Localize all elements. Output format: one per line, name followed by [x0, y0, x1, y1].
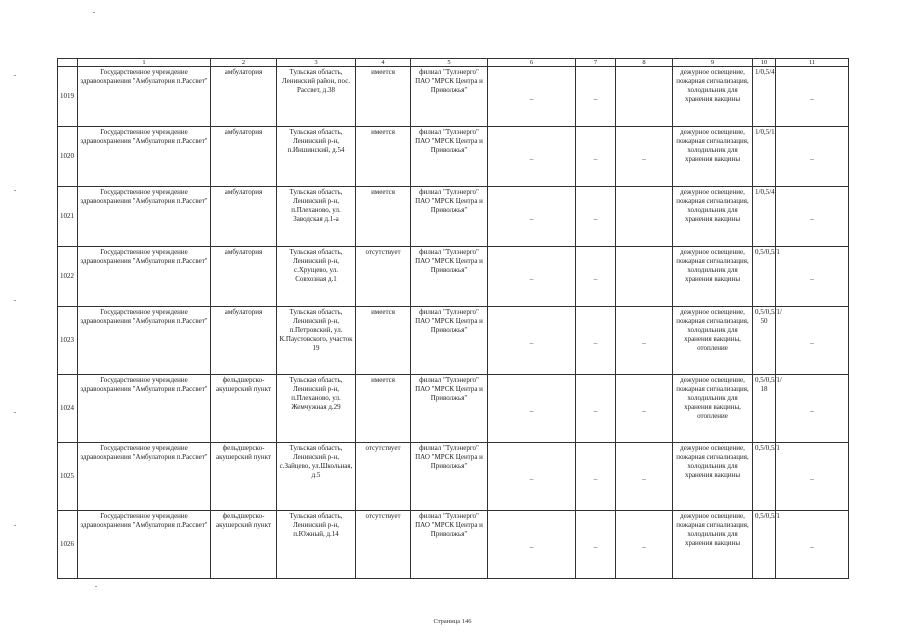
column-11-cell	[776, 127, 849, 187]
column-8-cell	[616, 247, 673, 307]
dash-mark: –	[529, 475, 534, 483]
table-row	[58, 127, 849, 187]
dash-mark: –	[593, 543, 598, 551]
facility-type-cell: фельдшерско-акушерский пункт	[211, 443, 277, 511]
column-8-cell	[616, 307, 673, 375]
power-cell: 1/0,5/4	[753, 187, 776, 247]
dash-mark: –	[810, 275, 814, 283]
status-cell: отсутствует	[356, 247, 411, 307]
status-cell: имеется	[356, 67, 411, 127]
scan-speck	[14, 75, 16, 76]
status-cell: отсутствует	[356, 443, 411, 511]
row-number-cell: 1024	[58, 375, 78, 443]
dash-mark: –	[810, 155, 814, 163]
column-number-cell: 11	[776, 59, 849, 67]
table-row	[58, 511, 849, 579]
power-cell: 0,5/0,5/1/ 50	[753, 307, 776, 375]
page-footer: Страница 146	[433, 618, 472, 625]
column-6-cell	[488, 511, 576, 579]
column-number-cell: 6	[488, 59, 576, 67]
status-cell: отсутствует	[356, 511, 411, 579]
table-body	[58, 59, 849, 579]
dash-mark: –	[810, 95, 814, 103]
column-6-cell	[488, 443, 576, 511]
column-number-cell: 7	[576, 59, 616, 67]
scan-speck	[14, 190, 16, 191]
column-6-cell	[488, 187, 576, 247]
facility-type-cell: амбулатория	[211, 307, 277, 375]
dash-mark: –	[529, 215, 534, 223]
dash-mark: –	[593, 215, 598, 223]
row-number-cell: 1021	[58, 187, 78, 247]
status-cell: имеется	[356, 127, 411, 187]
purpose-cell: дежурное освещение, пожарная сигнализация, холодильник для хранения вакцины	[673, 443, 753, 511]
table-row	[58, 247, 849, 307]
provider-cell: филиал "Тулэнерго" ПАО "МРСК Центра и Приволжья"	[411, 511, 488, 579]
provider-cell: филиал "Тулэнерго" ПАО "МРСК Центра и Приволжья"	[411, 443, 488, 511]
column-6-cell	[488, 307, 576, 375]
institution-name-cell: Государственное учреждение здравоохранения "Амбулатория п.Рассвет"	[78, 443, 211, 511]
column-8-cell	[616, 511, 673, 579]
dash-mark: –	[529, 543, 534, 551]
dash-mark: –	[593, 339, 598, 347]
address-cell: Тульская область, Ленинский р-н, п.Плеханово, ул. Заводская д.1-а	[277, 187, 356, 247]
purpose-cell: дежурное освещение, пожарная сигнализация, холодильник для хранения вакцины, отопление	[673, 307, 753, 375]
dash-mark: –	[529, 95, 534, 103]
dash-mark: –	[593, 95, 598, 103]
column-number-row	[58, 59, 849, 67]
row-number-cell: 1026	[58, 511, 78, 579]
purpose-cell: дежурное освещение, пожарная сигнализация, холодильник для хранения вакцины	[673, 67, 753, 127]
purpose-cell: дежурное освещение, пожарная сигнализация, холодильник для хранения вакцины	[673, 127, 753, 187]
address-cell: Тульская область, Ленинский р-н, с.Хрущево, ул. Совхозная д.1	[277, 247, 356, 307]
address-cell: Тульская область, Ленинский р-н, п.Иншинский, д.54	[277, 127, 356, 187]
column-number-cell: 5	[411, 59, 488, 67]
table-row	[58, 307, 849, 375]
column-7-cell	[576, 67, 616, 127]
provider-cell: филиал "Тулэнерго" ПАО "МРСК Центра и Приволжья"	[411, 187, 488, 247]
column-11-cell	[776, 247, 849, 307]
column-number-cell: 4	[356, 59, 411, 67]
address-cell: Тульская область, Ленинский р-н, п.Плеханово, ул. Жемчужная д.29	[277, 375, 356, 443]
scan-speck	[14, 300, 16, 301]
column-11-cell	[776, 307, 849, 375]
column-7-cell	[576, 127, 616, 187]
provider-cell: филиал "Тулэнерго" ПАО "МРСК Центра и Приволжья"	[411, 375, 488, 443]
provider-cell: филиал "Тулэнерго" ПАО "МРСК Центра и Приволжья"	[411, 67, 488, 127]
dash-mark: –	[593, 475, 598, 483]
dash-mark: –	[642, 475, 646, 483]
power-cell: 0,5/0,5/1/ 18	[753, 375, 776, 443]
dash-mark: –	[529, 275, 534, 283]
institution-name-cell: Государственное учреждение здравоохранения "Амбулатория п.Рассвет"	[78, 127, 211, 187]
column-number-cell: 10	[753, 59, 776, 67]
dash-mark: –	[593, 407, 598, 415]
power-cell: 1/0,5/4	[753, 67, 776, 127]
institution-name-cell: Государственное учреждение здравоохранения "Амбулатория п.Рассвет"	[78, 307, 211, 375]
status-cell: имеется	[356, 187, 411, 247]
table-row	[58, 67, 849, 127]
address-cell: Тульская область, Ленинский район, пос. Рассвет, д.38	[277, 67, 356, 127]
dash-mark: –	[642, 543, 646, 551]
table-row	[58, 187, 849, 247]
dash-mark: –	[593, 275, 598, 283]
column-11-cell	[776, 187, 849, 247]
facility-type-cell: фельдшерско-акушерский пункт	[211, 375, 277, 443]
column-11-cell	[776, 511, 849, 579]
dash-mark: –	[593, 155, 598, 163]
row-number-cell: 1020	[58, 127, 78, 187]
dash-mark: –	[529, 407, 534, 415]
purpose-cell: дежурное освещение, пожарная сигнализация, холодильник для хранения вакцины, отопление	[673, 375, 753, 443]
table-row	[58, 375, 849, 443]
column-6-cell	[488, 247, 576, 307]
provider-cell: филиал "Тулэнерго" ПАО "МРСК Центра и Приволжья"	[411, 247, 488, 307]
scan-speck	[14, 412, 16, 413]
column-7-cell	[576, 307, 616, 375]
column-8-cell	[616, 375, 673, 443]
institution-name-cell: Государственное учреждение здравоохранения "Амбулатория п.Рассвет"	[78, 187, 211, 247]
status-cell: имеется	[356, 307, 411, 375]
dash-mark: –	[642, 155, 646, 163]
dash-mark: –	[642, 407, 646, 415]
column-number-cell: 2	[211, 59, 277, 67]
facility-type-cell: амбулатория	[211, 247, 277, 307]
column-7-cell	[576, 511, 616, 579]
facility-type-cell: амбулатория	[211, 187, 277, 247]
purpose-cell: дежурное освещение, пожарная сигнализация, холодильник для хранения вакцины	[673, 247, 753, 307]
table-row	[58, 443, 849, 511]
status-cell: имеется	[356, 375, 411, 443]
address-cell: Тульская область, Ленинский р-н, п.Петровский, ул. К.Паустовского, участок 19	[277, 307, 356, 375]
column-number-cell	[58, 59, 78, 67]
registry-table	[57, 58, 849, 579]
column-number-cell: 1	[78, 59, 211, 67]
dash-mark: –	[529, 339, 534, 347]
column-7-cell	[576, 247, 616, 307]
institution-name-cell: Государственное учреждение здравоохранения "Амбулатория п.Рассвет"	[78, 247, 211, 307]
institution-name-cell: Государственное учреждение здравоохранения "Амбулатория п.Рассвет"	[78, 511, 211, 579]
dash-mark: –	[810, 339, 814, 347]
dash-mark: –	[810, 475, 814, 483]
facility-type-cell: амбулатория	[211, 127, 277, 187]
purpose-cell: дежурное освещение, пожарная сигнализация, холодильник для хранения вакцины	[673, 187, 753, 247]
column-11-cell	[776, 443, 849, 511]
column-6-cell	[488, 67, 576, 127]
scan-speck	[95, 586, 97, 587]
column-7-cell	[576, 187, 616, 247]
column-8-cell	[616, 443, 673, 511]
row-number-cell: 1022	[58, 247, 78, 307]
institution-name-cell: Государственное учреждение здравоохранения "Амбулатория п.Рассвет"	[78, 375, 211, 443]
power-cell: 0,5/0,5/1	[753, 247, 776, 307]
column-8-cell	[616, 187, 673, 247]
address-cell: Тульская область, Ленинский р-н, п.Южный, д.14	[277, 511, 356, 579]
dash-mark: –	[810, 215, 814, 223]
column-7-cell	[576, 375, 616, 443]
scan-speck	[93, 12, 95, 13]
column-7-cell	[576, 443, 616, 511]
dash-mark: –	[642, 339, 646, 347]
dash-mark: –	[529, 155, 534, 163]
column-11-cell	[776, 67, 849, 127]
facility-type-cell: фельдшерско-акушерский пункт	[211, 511, 277, 579]
power-cell: 0,5/0,5/1	[753, 511, 776, 579]
column-number-cell: 3	[277, 59, 356, 67]
dash-mark: –	[810, 407, 814, 415]
column-6-cell	[488, 127, 576, 187]
power-cell: 0,5/0,5/1	[753, 443, 776, 511]
row-number-cell: 1023	[58, 307, 78, 375]
purpose-cell: дежурное освещение, пожарная сигнализация, холодильник для хранения вакцины	[673, 511, 753, 579]
power-cell: 1/0,5/1	[753, 127, 776, 187]
column-11-cell	[776, 375, 849, 443]
provider-cell: филиал "Тулэнерго" ПАО "МРСК Центра и Приволжья"	[411, 307, 488, 375]
row-number-cell: 1025	[58, 443, 78, 511]
column-number-cell: 9	[673, 59, 753, 67]
facility-type-cell: амбулатория	[211, 67, 277, 127]
column-6-cell	[488, 375, 576, 443]
dash-mark: –	[810, 543, 814, 551]
provider-cell: филиал "Тулэнерго" ПАО "МРСК Центра и Приволжья"	[411, 127, 488, 187]
column-8-cell	[616, 67, 673, 127]
scan-speck	[14, 525, 16, 526]
column-8-cell	[616, 127, 673, 187]
address-cell: Тульская область, Ленинский р-н, с.Зайцево, ул.Школьная, д.5	[277, 443, 356, 511]
column-number-cell: 8	[616, 59, 673, 67]
row-number-cell: 1019	[58, 67, 78, 127]
institution-name-cell: Государственное учреждение здравоохранения "Амбулатория п.Рассвет"	[78, 67, 211, 127]
